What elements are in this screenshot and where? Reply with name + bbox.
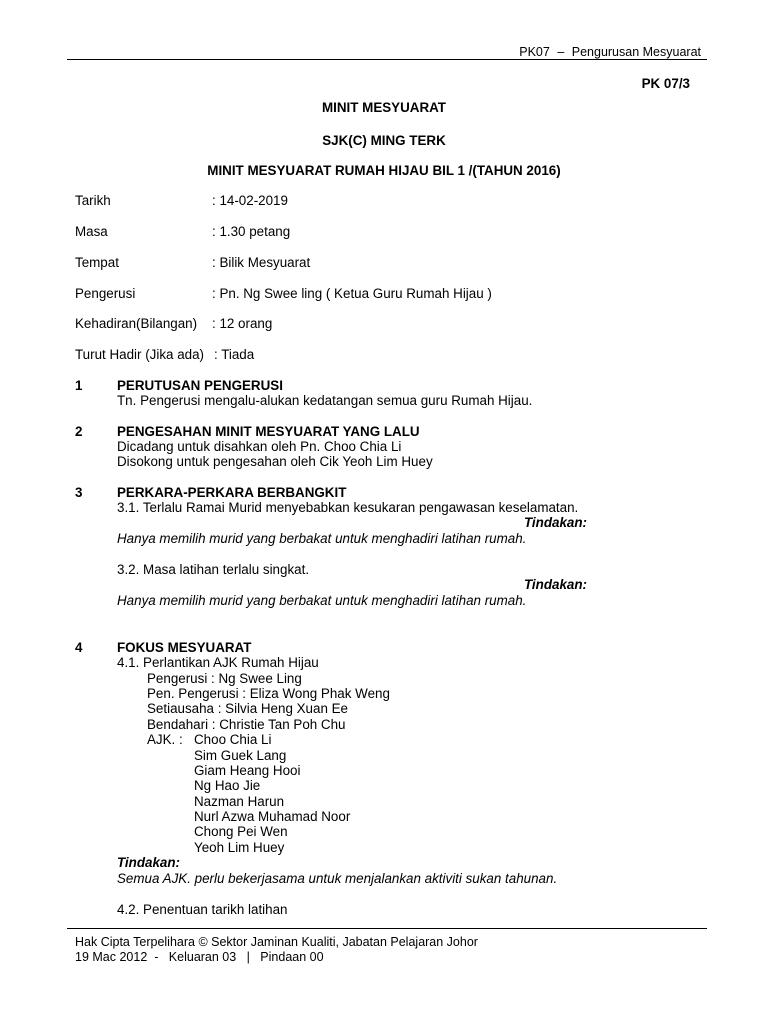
ajk-member: Sim Guek Lang [194,748,287,763]
role-line: Bendahari : Christie Tan Poh Chu [147,717,346,732]
title-minit: MINIT MESYUARAT [322,100,446,115]
action-label: Tindakan: [524,515,587,530]
role-line: Setiausaha : Silvia Heng Xuan Ee [147,701,348,716]
section-heading: FOKUS MESYUARAT [117,640,252,655]
info-label-tempat: Tempat [75,255,119,270]
info-label-tarikh: Tarikh [75,193,111,208]
action-text: Semua AJK. perlu bekerjasama untuk menjalankan aktiviti sukan tahunan. [117,871,558,886]
subitem-heading: 4.1. Perlantikan AJK Rumah Hijau [117,655,319,670]
ajk-member: Chong Pei Wen [194,824,288,839]
ajk-member: Giam Heang Hooi [194,763,301,778]
info-value-masa: : 1.30 petang [212,224,291,239]
section-heading: PENGESAHAN MINIT MESYUARAT YANG LALU [117,424,420,439]
running-header [519,44,701,60]
item-text: 3.2. Masa latihan terlalu singkat. [117,562,310,577]
title-school: SJK(C) MING TERK [322,133,446,148]
action-text: Hanya memilih murid yang berbakat untuk menghadiri latihan rumah. [117,531,527,546]
section-number: 3 [75,485,83,500]
header-rule [67,59,707,60]
ajk-member: Choo Chia Li [194,732,272,747]
footer-version: 19 Mac 2012 - Keluaran 03 | Pindaan 00 [75,950,324,964]
info-label-masa: Masa [75,224,108,239]
header-dash: – [557,45,565,59]
section-number: 2 [75,424,83,439]
section-number: 1 [75,378,83,393]
section-heading: PERUTUSAN PENGERUSI [117,378,283,393]
action-label: Tindakan: [524,577,587,592]
section-text: Dicadang untuk disahkan oleh Pn. Choo Chia Li [117,439,402,454]
role-line: Pengerusi : Ng Swee Ling [147,671,302,686]
action-text: Hanya memilih murid yang berbakat untuk menghadiri latihan rumah. [117,593,527,608]
action-label: Tindakan: [117,855,180,870]
info-value-pengerusi: : Pn. Ng Swee ling ( Ketua Guru Rumah Hijau ) [212,286,492,301]
info-label-kehadiran: Kehadiran(Bilangan) [75,316,198,331]
item-text: 3.1. Terlalu Ramai Murid menyebabkan kesukaran pengawasan keselamatan. [117,500,579,515]
ajk-label: AJK. : [147,732,183,747]
info-label-pengerusi: Pengerusi [75,286,136,301]
info-value-tempat: : Bilik Mesyuarat [212,255,311,270]
ajk-member: Yeoh Lim Huey [194,840,285,855]
ajk-member: Nurl Azwa Muhamad Noor [194,809,351,824]
section-number: 4 [75,640,83,655]
footer-rule [67,928,707,929]
info-label-turut-hadir: Turut Hadir (Jika ada) [75,347,204,362]
ajk-member: Nazman Harun [194,794,285,809]
doc-reference: PK 07/3 [641,76,690,91]
section-text: Disokong untuk pengesahan oleh Cik Yeoh Lim Huey [117,454,433,469]
section-text: Tn. Pengerusi mengalu-alukan kedatangan semua guru Rumah Hijau. [117,393,533,408]
doc-code: PK07 [519,45,550,59]
info-value-tarikh: : 14-02-2019 [212,193,288,208]
ajk-member: Ng Hao Jie [194,778,261,793]
info-value-turut-hadir: : Tiada [214,347,255,362]
section-heading: PERKARA-PERKARA BERBANGKIT [117,485,347,500]
subitem-heading: 4.2. Penentuan tarikh latihan [117,902,288,917]
doc-title: Pengurusan Mesyuarat [571,45,701,59]
footer-copyright: Hak Cipta Terpelihara © Sektor Jaminan Kualiti, Jabatan Pelajaran Johor [75,935,478,949]
info-value-kehadiran: : 12 orang [212,316,273,331]
title-meeting: MINIT MESYUARAT RUMAH HIJAU BIL 1 /(TAHUN 2016) [207,163,561,178]
role-line: Pen. Pengerusi : Eliza Wong Phak Weng [147,686,390,701]
